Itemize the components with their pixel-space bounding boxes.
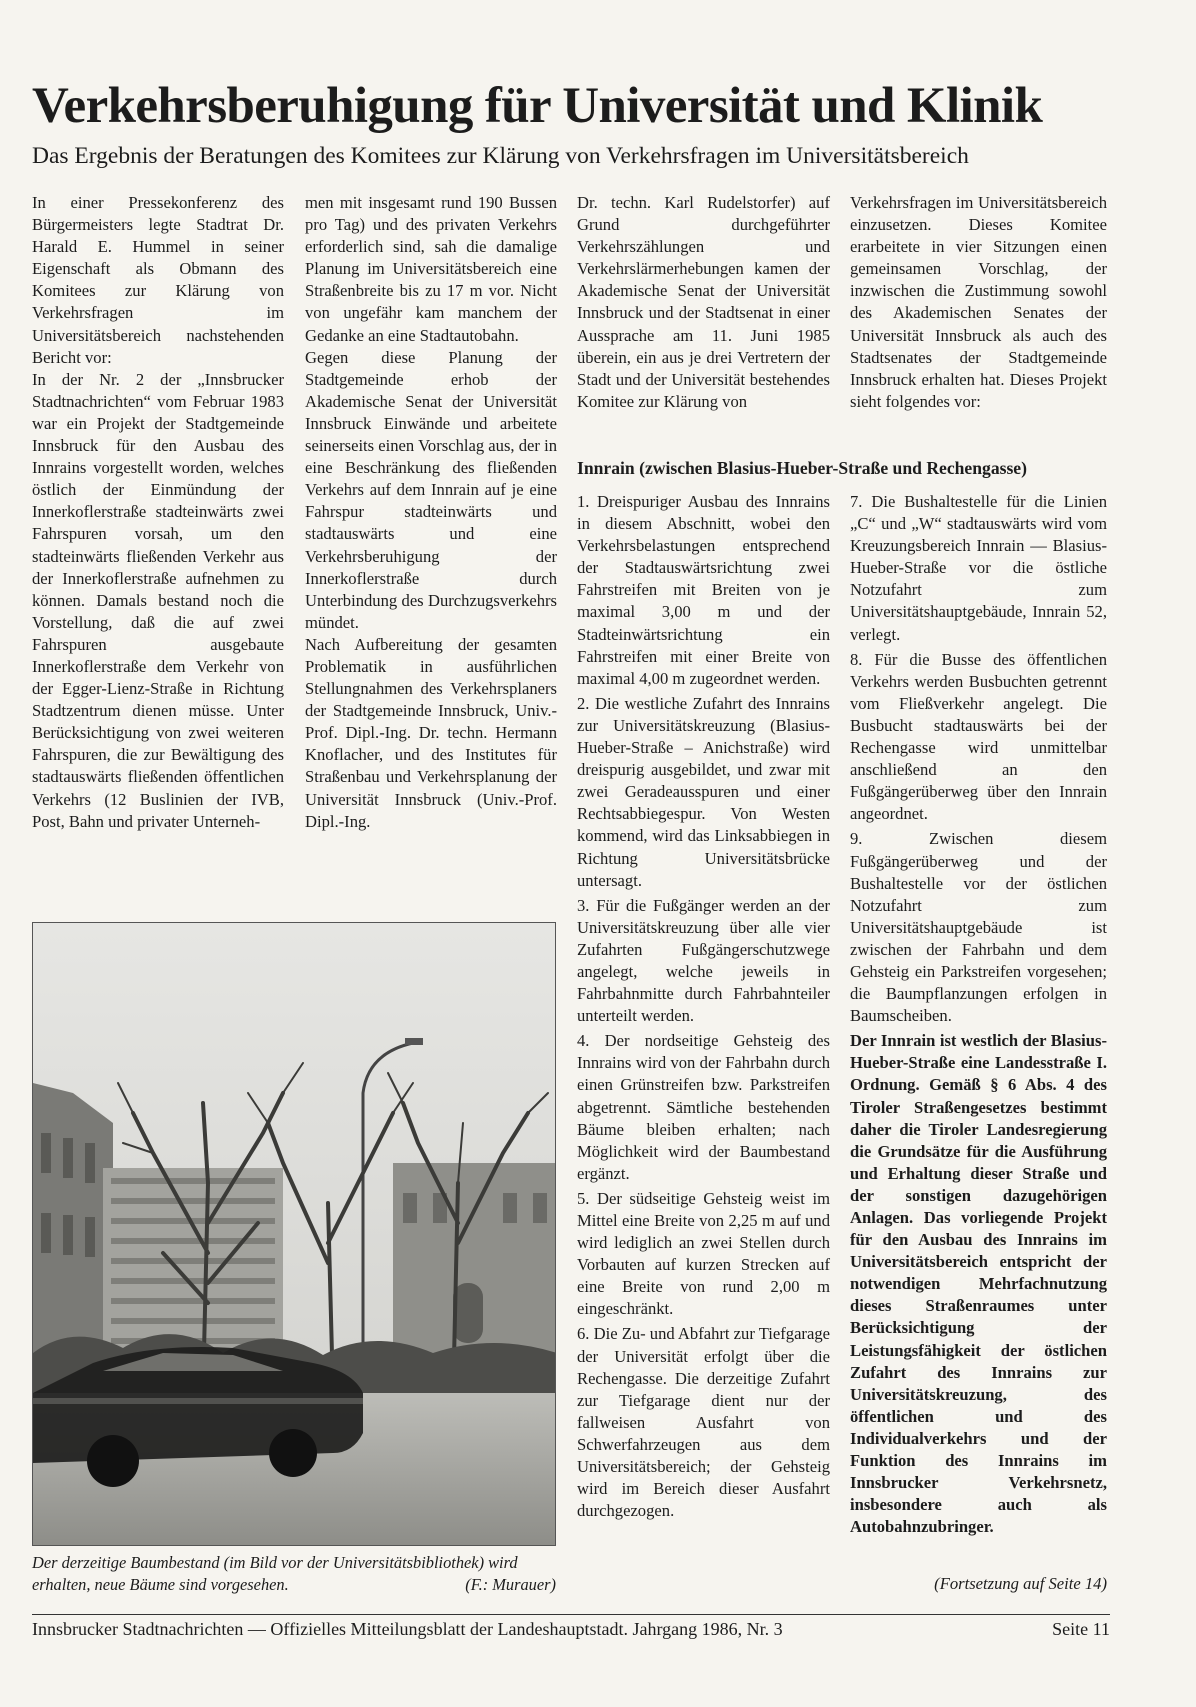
list-item: 3. Für die Fußgänger werden an der Universitätskreuzung über alle vier Zufahrten Fußgängerschutzwege angelegt, welche jeweils in Fahrbahnmitte durch Fahrbahnteiler unterteilt werden. <box>577 895 830 1026</box>
caption-text: Der derzeitige Baumbestand (im Bild vor der Universitätsbibliothek) wird erhalten, neue Bäume sind vorgesehen. <box>32 1553 518 1594</box>
list-item: 9. Zwischen diesem Fußgängerüberweg und der Bushaltestelle vor der östlichen Notzufahrt zum Universitätshauptgebäude ist zwischen der Fahrbahn und dem Gehsteig ein Parkstreifen vorgesehen; die Baumpflanzungen erfolgen in Baumscheiben. <box>850 829 1107 1026</box>
street-photo-illustration <box>33 923 556 1546</box>
paragraph: Verkehrsfragen im Universitätsbereich einzusetzen. Dieses Komitee erarbeitete in vier Sitzungen einen gemeinsamen Vorschlag, der inzwischen die Zustimmung sowohl des Akademischen Senates der Universität Innsbruck als auch des Stadtsenates der Stadtgemeinde Innsbruck erhalten hat. Dieses Projekt sieht folgendes vor: <box>850 193 1107 411</box>
list-item: 6. Die Zu- und Abfahrt zur Tiefgarage der Universität erfolgt über die Rechengasse. Die derzeitige Zufahrt zur Tiefgarage dient nur der fallweisen Ausfahrt von Schwerfahrzeugen aus dem Universitätsbereich; der Gehsteig wird im Bereich dieser Ausfahrt durchgezogen. <box>577 1324 830 1521</box>
list-item: 1. Dreispuriger Ausbau des Innrains in diesem Abschnitt, wobei den Verkehrsbelastungen entsprechend der Stadtauswärtsrichtung zwei Fahrstreifen mit Breiten von je maximal 3,00 m und der Stadteinwärtsrichtung ein Fahrstreifen mit einer Breite von maximal 4,00 m zugeordnet werden. <box>577 492 830 688</box>
list-column-right <box>850 491 1107 1541</box>
list-item: 5. Der südseitige Gehsteig weist im Mittel eine Breite von 2,25 m auf und wird lediglich an zwei Stellen durch Vorbauten auf kurzen Strecken auf eine Breite von rund 2,00 m eingeschränkt. <box>577 1188 830 1319</box>
list-item: 8. Für die Busse des öffentlichen Verkehrs werden Busbuchten getrennt vom Fließverkehr angelegt. Die Busbucht stadtauswärts bei der Rechengasse wird unmittelbar anschließend an den Fußgängerüberweg über den Innrain angeordnet. <box>850 649 1107 824</box>
list-column-left <box>577 491 830 1525</box>
photo-credit: (F.: Murauer) <box>465 1575 556 1594</box>
footer-rule <box>32 1614 1110 1615</box>
column-3 <box>577 192 830 413</box>
paragraph: Dr. techn. Karl Rudelstorfer) auf Grund durchgeführter Verkehrszählungen und Verkehrslärmerhebungen kamen der Akademische Senat der Universität Innsbruck und der Stadtsenat in einer Aussprache am 11. Juni 1985 überein, ein aus je drei Vertretern der Stadt und der Universität bestehendes Komitee zur Klärung von <box>577 193 830 411</box>
paragraph: Nach Aufbereitung der gesamten Problematik in ausführlichen Stellungnahmen des Verkehrsplaners der Stadtgemeinde Innsbruck, Univ.-Prof. Dipl.-Ing. Dr. techn. Hermann Knoflacher, und des Institutes für Straßenbau und Verkehrsplanung der Universität Innsbruck (Univ.-Prof. Dipl.-Ing. <box>305 634 557 831</box>
continuation-note: (Fortsetzung auf Seite 14) <box>934 1574 1107 1593</box>
footer-publication: Innsbrucker Stadtnachrichten — Offizielles Mitteilungsblatt der Landeshauptstadt. Jahrgang 1986, Nr. 3 <box>32 1619 783 1639</box>
street-photo <box>32 922 556 1546</box>
footer <box>32 1619 1110 1640</box>
section-heading: Innrain (zwischen Blasius-Hueber-Straße und Rechengasse) <box>577 458 1027 478</box>
column-4 <box>850 192 1107 413</box>
column-1 <box>32 192 284 833</box>
photo-caption <box>32 1552 556 1596</box>
list-item: 7. Die Bushaltestelle für die Linien „C“ und „W“ stadtauswärts wird vom Kreuzungsbereich Innrain — Blasius-Hueber-Straße vor die östliche Notzufahrt zum Universitätshauptgebäude, Innrain 52, verlegt. <box>850 492 1107 644</box>
page-number: Seite 11 <box>1052 1619 1110 1639</box>
list-item: 2. Die westliche Zufahrt des Innrains zur Universitätskreuzung (Blasius-Hueber-Straße – Anichstraße) wird dreispurig ausgebildet, und zwar mit zwei Geradeausspuren und einer Rechtsabbiegespur. Von Westen kommend, wird das Linksabbiegen in Richtung Universitätsbrücke untersagt. <box>577 693 830 890</box>
paragraph: In der Nr. 2 der „Innsbrucker Stadtnachrichten“ vom Februar 1983 war ein Projekt der Stadtgemeinde Innsbruck für den Ausbau des Innrains vorgestellt worden, welches östlich der Einmündung der Innerkoflerstraße stadteinwärts zwei Fahrspuren vorsah, um den stadteinwärts fließenden Verkehr aus der Innerkoflerstraße aufnehmen zu können. Damals bestand noch die Vorstellung, daß die auf zwei Fahrspuren ausgebaute Innerkoflerstraße dem Verkehr von der Egger-Lienz-Straße in Richtung Stadtzentrum dienen müsse. Unter Berücksichtigung von zwei weiteren Fahrspuren, die zur Bewältigung des stadtauswärts fließenden öffentlichen Verkehrs (12 Buslinien der IVB, Post, Bahn und privater Unterneh- <box>32 369 284 831</box>
paragraph: Gegen diese Planung der Stadtgemeinde erhob der Akademische Senat der Universität Innsbruck Einwände und arbeitete seinerseits einen Vorschlag aus, der in eine Beschränkung des fließenden Verkehrs auf dem Innrain auf je eine Fahrspur stadteinwärts und stadtauswärts und eine Verkehrsberuhigung der Innerkoflerstraße durch Unterbindung des Durchzugsverkehrs mündet. <box>305 347 557 632</box>
bold-paragraph: Der Innrain ist westlich der Blasius-Hueber-Straße eine Landesstraße I. Ordnung. Gemäß § 6 Abs. 4 des Tiroler Straßengesetzes bestimmt daher die Tiroler Landesregierung die Grundsätze für die Ausführung und Erhaltung dieser Straße und der sonstigen dazugehörigen Anlagen. Das vorliegende Projekt für den Ausbau des Innrains im Universitätsbereich entspricht der notwendigen Mehrfachnutzung dieses Straßenraumes unter Berücksichtigung der Leistungsfähigkeit der östlichen Zufahrt des Innrains zur Universitätskreuzung, des öffentlichen und des Individualverkehrs und der Funktion des Innrains im Innsbrucker Verkehrsnetz, insbesondere auch als Autobahnzubringer. <box>850 1031 1107 1537</box>
article-title: Verkehrsberuhigung für Universität und Klinik <box>32 78 1043 134</box>
paragraph: men mit insgesamt rund 190 Bussen pro Tag) und des privaten Verkehrs erforderlich sind, sah die damalige Planung im Universitätsbereich eine Straßenbreite bis zu 17 m vor. Nicht von ungefähr kam manchem der Gedanke an eine Stadtautobahn. <box>305 193 557 345</box>
list-item: 4. Der nordseitige Gehsteig des Innrains wird von der Fahrbahn durch einen Grünstreifen bzw. Parkstreifen abgetrennt. Sämtliche bestehenden Bäume bleiben erhalten; nach Möglichkeit wird der Baumbestand ergänzt. <box>577 1031 830 1183</box>
column-2 <box>305 192 557 833</box>
paragraph: In einer Pressekonferenz des Bürgermeisters legte Stadtrat Dr. Harald E. Hummel in seiner Eigenschaft als Obmann des Komitees zur Klärung von Verkehrsfragen im Universitätsbereich nachstehenden Bericht vor: <box>32 193 284 367</box>
article-subtitle: Das Ergebnis der Beratungen des Komitees zur Klärung von Verkehrsfragen im Universitätsbereich <box>32 143 969 169</box>
